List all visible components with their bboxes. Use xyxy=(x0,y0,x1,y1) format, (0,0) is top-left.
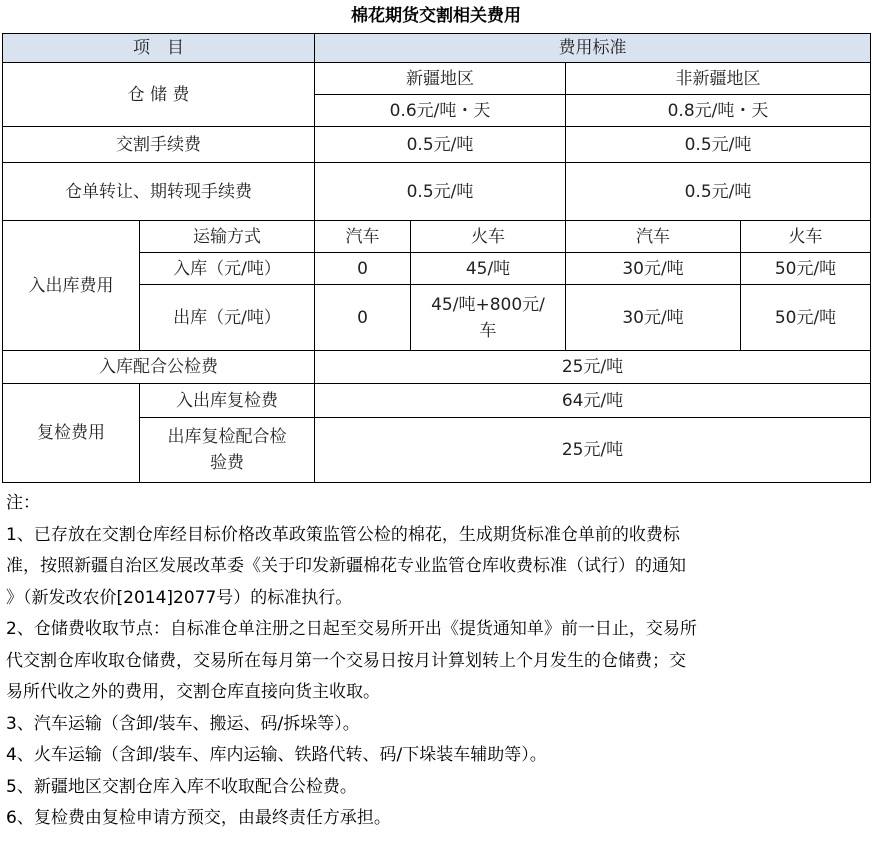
in-xj-truck: 0 xyxy=(315,253,411,285)
note-3: 3、汽车运输（含卸/装车、搬运、码/拆垛等）。 xyxy=(6,713,360,734)
recheck-row1-label: 入出库复检费 xyxy=(140,384,315,418)
out-xj-truck: 0 xyxy=(315,285,411,351)
recheck-row2-label-line1: 出库复检配合检 xyxy=(167,427,287,447)
note-1-line-2: 准，按照新疆自治区发展改革委《关于印发新疆棉花专业监管仓库收费标准（试行）的通知 xyxy=(6,556,686,576)
note-2-line-2: 代交割仓库收取仓储费，交易所在每月第一个交易日按月计算划转上个月发生的仓储费；交 xyxy=(6,650,686,671)
mode-truck-non-xinjiang: 汽车 xyxy=(566,221,741,253)
note-1-line-3: 》（新发改农价[2014]2077号）的标准执行。 xyxy=(6,587,353,608)
note-6: 6、复检费由复检申请方预交，由最终责任方承担。 xyxy=(6,808,391,828)
inout-label: 入出库费用 xyxy=(3,221,140,351)
out-nxj-truck: 30元/吨 xyxy=(566,285,741,351)
out-row-label: 出库（元/吨） xyxy=(140,285,315,351)
note-5: 5、新疆地区交割仓库入库不收取配合公检费。 xyxy=(6,776,357,797)
in-xj-train: 45/吨 xyxy=(411,253,566,285)
recheck-row2-label xyxy=(140,418,315,483)
note-2-line-1: 2、仓储费收取节点：自标准仓单注册之日起至交易所开出《提货通知单》前一日止，交易所 xyxy=(6,619,697,639)
storage-non-xinjiang: 0.8元/吨・天 xyxy=(566,95,871,127)
notes-heading: 注： xyxy=(6,493,40,513)
note-2-line-3: 易所代收之外的费用，交割仓库直接向货主收取。 xyxy=(6,682,380,702)
recheck-row2-label-line2: 验费 xyxy=(210,453,244,473)
mode-train-xinjiang: 火车 xyxy=(411,221,566,253)
table-row xyxy=(3,221,871,253)
table-row xyxy=(3,351,871,384)
recheck-label: 复检费用 xyxy=(3,384,140,483)
note-1-line-1: 1、已存放在交割仓库经目标价格改革政策监管公检的棉花，生成期货标准仓单前的收费标 xyxy=(6,524,680,545)
storage-label: 仓 储 费 xyxy=(3,63,315,127)
table-row xyxy=(3,384,871,418)
in-nxj-train: 50元/吨 xyxy=(741,253,871,285)
header-standard: 费用标准 xyxy=(315,34,871,63)
delivery-fee-xinjiang: 0.5元/吨 xyxy=(315,127,566,163)
table-row xyxy=(3,163,871,221)
delivery-fee-non-xinjiang: 0.5元/吨 xyxy=(566,127,871,163)
table-header-row xyxy=(3,34,871,63)
inspection-value: 25元/吨 xyxy=(315,351,871,384)
header-item: 项 目 xyxy=(3,34,315,63)
delivery-fee-label: 交割手续费 xyxy=(3,127,315,163)
transfer-fee-label: 仓单转让、期转现手续费 xyxy=(3,163,315,221)
in-nxj-truck: 30元/吨 xyxy=(566,253,741,285)
transfer-fee-xinjiang: 0.5元/吨 xyxy=(315,163,566,221)
notes-section xyxy=(6,488,868,835)
page-title: 棉花期货交割相关费用 xyxy=(351,6,521,26)
transport-mode-label: 运输方式 xyxy=(140,221,315,253)
out-xj-train-line1: 45/吨+800元/ xyxy=(431,294,545,315)
note-4: 4、火车运输（含卸/装车、库内运输、铁路代转、码/下垛装车辅助等）。 xyxy=(6,745,547,765)
out-nxj-train: 50元/吨 xyxy=(741,285,871,351)
recheck-row1-value: 64元/吨 xyxy=(315,384,871,418)
inspection-label: 入库配合公检费 xyxy=(3,351,315,384)
region-xinjiang: 新疆地区 xyxy=(315,63,566,95)
out-xj-train-line2: 车 xyxy=(479,320,497,341)
in-row-label: 入库（元/吨） xyxy=(140,253,315,285)
transfer-fee-non-xinjiang: 0.5元/吨 xyxy=(566,163,871,221)
table-row xyxy=(3,63,871,95)
fee-table xyxy=(2,33,871,483)
out-xj-train xyxy=(411,285,566,351)
storage-xinjiang: 0.6元/吨・天 xyxy=(315,95,566,127)
table-row xyxy=(3,127,871,163)
region-non-xinjiang: 非新疆地区 xyxy=(566,63,871,95)
mode-truck-xinjiang: 汽车 xyxy=(315,221,411,253)
recheck-row2-value: 25元/吨 xyxy=(315,418,871,483)
mode-train-non-xinjiang: 火车 xyxy=(741,221,871,253)
